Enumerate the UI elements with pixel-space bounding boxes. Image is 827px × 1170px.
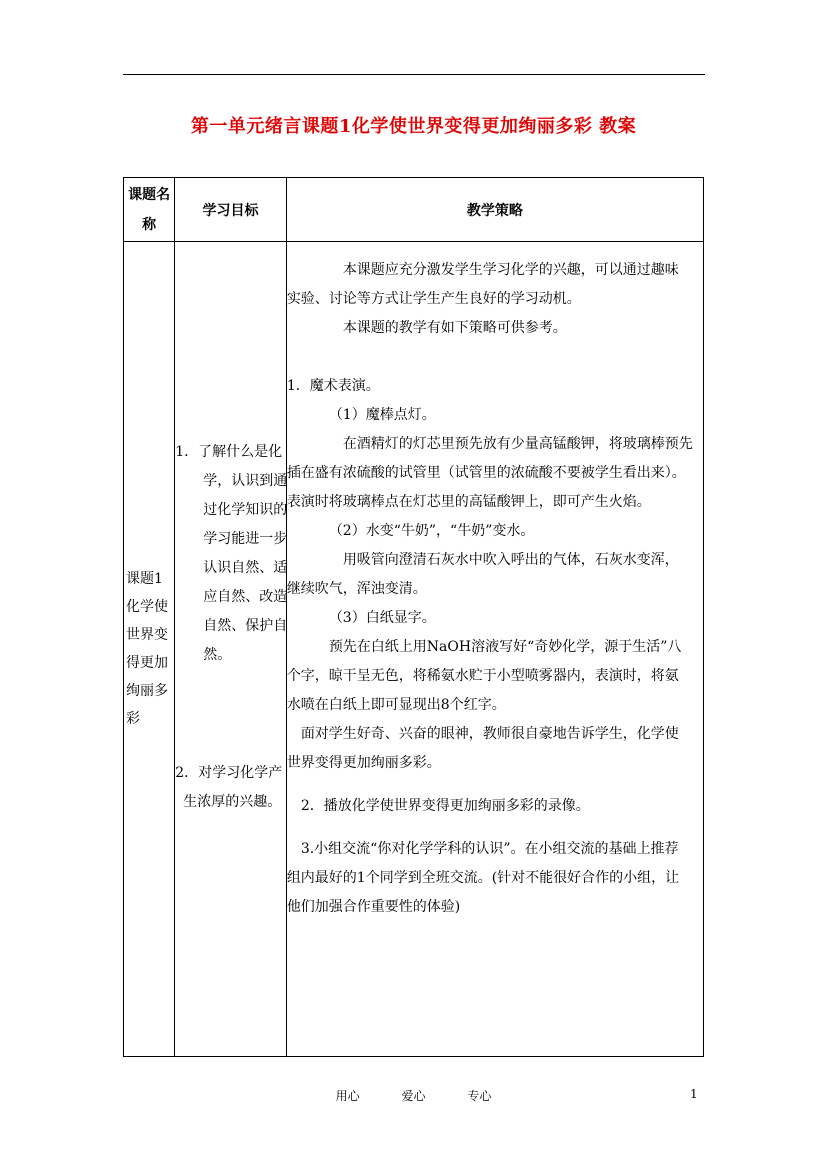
strategy-step-3: 3.小组交流“你对化学学科的认识”。在小组交流的基础上推荐: [300, 841, 679, 857]
header-goals: 学习目标: [175, 178, 287, 242]
learning-goals-cell: [175, 242, 287, 1057]
document-title: 第一单元绪言课题1化学使世界变得更加绚丽多彩 教案: [190, 116, 637, 137]
lesson-name-cell: [124, 242, 175, 1057]
strategy-paragraph: 本课题应充分激发学生学习化学的兴趣，可以通过趣味: [342, 262, 679, 278]
strategy-paragraph: 插在盛有浓硫酸的试管里（试管里的浓硫酸不要被学生看出来）。: [286, 465, 686, 481]
strategy-paragraph: 本课题的教学有如下策略可供参考。: [342, 320, 567, 336]
teaching-strategy-cell: [286, 242, 703, 1057]
strategy-step-2: 2．播放化学使世界变得更加绚丽多彩的录像。: [300, 798, 590, 814]
lesson-name-line: 课题1: [126, 571, 163, 587]
footer-motto: [0, 1087, 827, 1104]
strategy-step-1: 1．魔术表演。: [286, 378, 380, 394]
header-lesson-name-line1: 课题名: [128, 186, 171, 203]
goal-line: 2．对学习化学产: [175, 765, 283, 781]
goal-line: 认识自然、适: [203, 560, 288, 576]
goal-2: [175, 759, 286, 817]
header-lesson-name: [124, 178, 175, 242]
lesson-plan-table: [123, 177, 704, 1057]
strategy-paragraph: 表演时将玻璃棒点在灯芯里的高锰酸钾上，即可产生火焰。: [286, 494, 651, 510]
goal-line: 自然、保护自: [203, 618, 288, 634]
lesson-name-line: 世界变: [126, 627, 168, 643]
lesson-name-line: 化学使: [126, 599, 168, 615]
table-row: [124, 242, 704, 1057]
page-number: 1: [690, 1087, 698, 1101]
table-header-row: [124, 178, 704, 242]
strategy-paragraph: 组内最好的1个同学到全班交流。(针对不能很好合作的小组，让: [286, 870, 680, 886]
goal-line: 应自然、改造: [203, 589, 288, 605]
strategy-substep: （3）白纸显字。: [328, 610, 436, 626]
lesson-name-line: 得更加: [126, 655, 168, 671]
lesson-name-line: 绚丽多: [126, 683, 168, 699]
strategy-paragraph: 他们加强合作重要性的体验): [286, 899, 461, 915]
strategy-paragraph: 在酒精灯的灯芯里预先放有少量高锰酸钾，将玻璃棒预先: [342, 436, 693, 452]
footer-item: 专心: [467, 1089, 492, 1103]
strategy-paragraph: 预先在白纸上用NaOH溶液写好“奇妙化学，源于生活”八: [328, 639, 682, 655]
goal-line: 学习能进一步: [203, 531, 288, 547]
strategy-paragraph: 继续吹气，浑浊变清。: [286, 581, 427, 597]
strategy-substep: （2）水变“牛奶”，“牛奶”变水。: [328, 523, 535, 539]
strategy-paragraph: 个字，晾干呈无色，将稀氨水贮于小型喷雾器内，表演时，将氨: [286, 668, 679, 684]
goal-1: [175, 438, 286, 670]
strategy-paragraph: 水喷在白纸上即可显现出8个红字。: [286, 697, 506, 713]
header-rule: [123, 74, 705, 75]
header-strategy: 教学策略: [286, 178, 703, 242]
footer-item: 用心: [335, 1089, 360, 1103]
header-lesson-name-line2: 称: [142, 216, 157, 233]
goal-line: 过化学知识的: [203, 502, 288, 518]
goal-line: 学，认识到通: [203, 473, 288, 489]
goal-line: 然。: [203, 647, 232, 663]
strategy-paragraph: 面对学生好奇、兴奋的眼神，教师很自豪地告诉学生，化学使: [300, 726, 679, 742]
goal-line: 生浓厚的兴趣。: [183, 794, 282, 810]
strategy-substep: （1）魔棒点灯。: [328, 407, 436, 423]
goal-line: 1．了解什么是化: [175, 444, 283, 460]
footer-item: 爱心: [401, 1089, 426, 1103]
strategy-paragraph: 实验、讨论等方式让学生产生良好的学习动机。: [286, 291, 581, 307]
strategy-paragraph: 世界变得更加绚丽多彩。: [286, 755, 441, 771]
lesson-name-line: 彩: [126, 711, 140, 727]
strategy-paragraph: 用吸管向澄清石灰水中吹入呼出的气体，石灰水变浑，: [342, 552, 679, 568]
